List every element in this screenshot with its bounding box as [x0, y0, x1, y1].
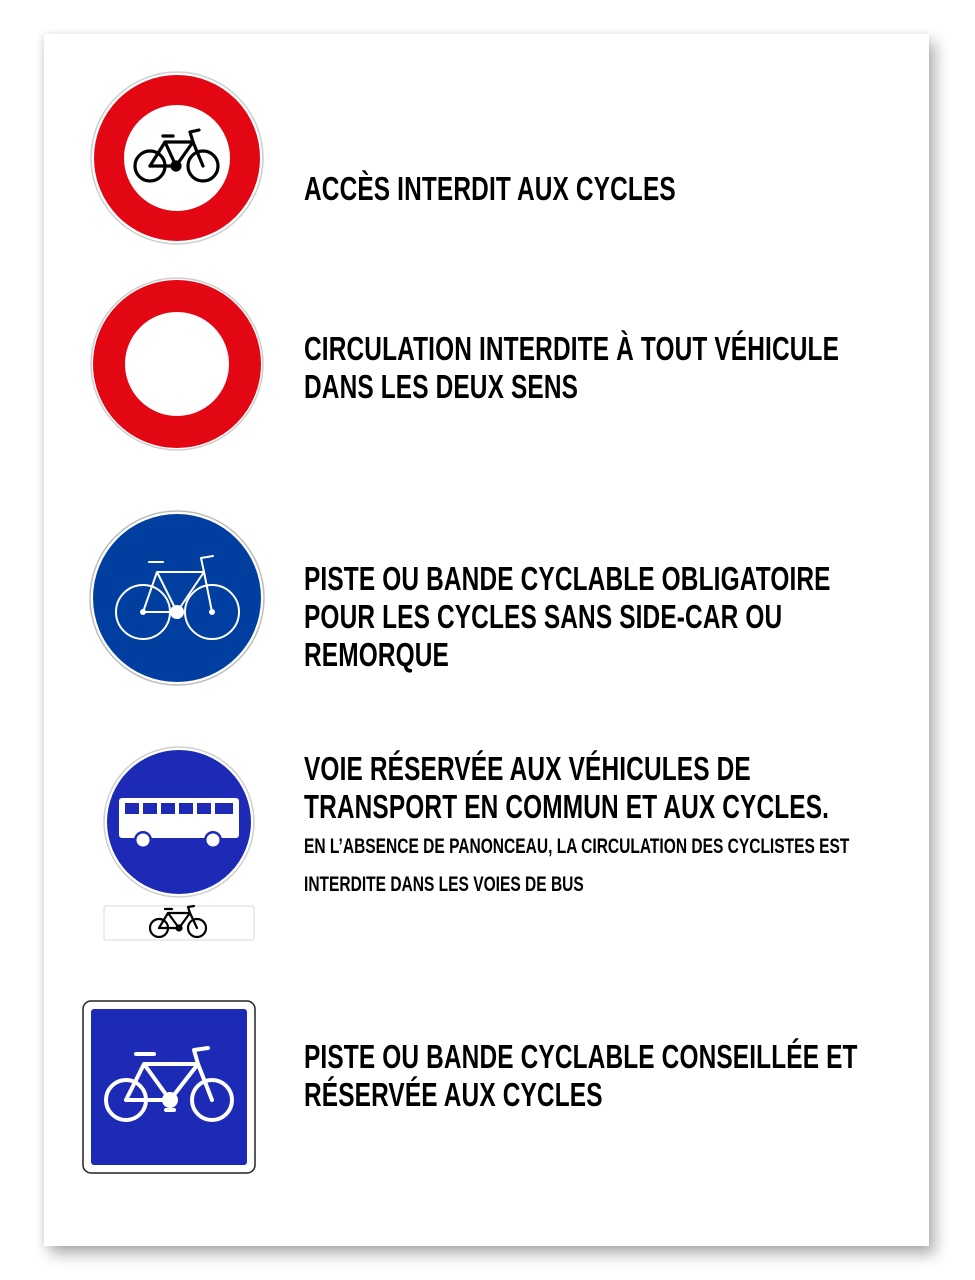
- sign-3-title-line1: PISTE OU BANDE CYCLABLE OBLIGATOIRE: [304, 560, 831, 597]
- no-vehicles-sign: [89, 276, 265, 452]
- sign-1-title: ACCÈS INTERDIT AUX CYCLES: [304, 170, 676, 207]
- sign-3-title-line2: POUR LES CYCLES SANS SIDE-CAR OU: [304, 598, 783, 635]
- sign-5-label: [304, 1038, 858, 1114]
- sign-3-label: [304, 560, 831, 674]
- sign-2-title-line1: CIRCULATION INTERDITE À TOUT VÉHICULE: [304, 330, 840, 367]
- bus-lane-sign: [99, 746, 259, 942]
- sign-1-label: [304, 170, 748, 208]
- sign-4-title-line1: VOIE RÉSERVÉE AUX VÉHICULES DE: [304, 750, 751, 787]
- sign-2-title-line2: DANS LES DEUX SENS: [304, 368, 579, 405]
- sign-4-note-line2: INTERDITE DANS LES VOIES DE BUS: [304, 873, 584, 896]
- sign-2-label: [304, 330, 840, 406]
- advised-cycle-track-sign: [82, 1000, 256, 1174]
- sign-sheet: [44, 34, 929, 1246]
- sign-5-title-line1: PISTE OU BANDE CYCLABLE CONSEILLÉE ET: [304, 1038, 858, 1075]
- sign-4-label: [304, 750, 850, 904]
- sign-3-title-line3: REMORQUE: [304, 636, 450, 673]
- no-cycles-sign: [89, 70, 265, 246]
- sign-4-note-line1: EN L’ABSENCE DE PANONCEAU, LA CIRCULATION DES CYCLISTES EST: [304, 835, 850, 858]
- sign-5-title-line2: RÉSERVÉE AUX CYCLES: [304, 1076, 603, 1113]
- sign-4-title-line2: TRANSPORT EN COMMUN ET AUX CYCLES.: [304, 788, 830, 825]
- mandatory-cycle-track-sign: [89, 510, 265, 686]
